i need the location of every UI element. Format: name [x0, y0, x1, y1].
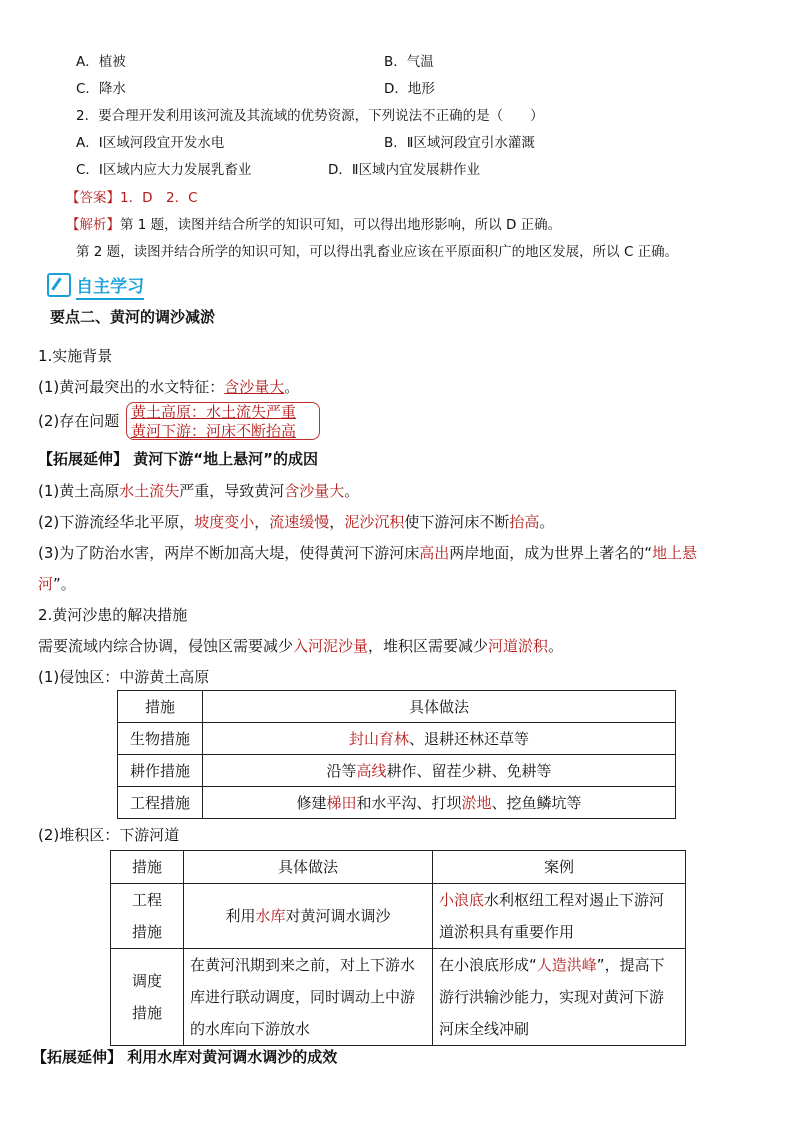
- background-p2-prefix: (2)存在问题: [38, 412, 120, 430]
- measures-title: 2.黄河沙患的解决措施: [38, 606, 188, 624]
- extend2-title: 利用水库对黄河调水调沙的成效: [127, 1048, 338, 1066]
- analysis-line-1: [66, 213, 561, 233]
- extend2-line: [32, 1046, 337, 1067]
- section-heading-text: 自主学习: [76, 277, 144, 300]
- background-p1-suffix: 。: [284, 378, 300, 396]
- q2-option-c: C．Ⅰ区域内应大力发展乳畜业: [76, 162, 252, 178]
- extend2-label: 【拓展延伸】: [32, 1048, 123, 1066]
- background-title: 1.实施背景: [38, 347, 113, 365]
- deposit-title: (2)堆积区：下游河道: [38, 826, 180, 844]
- extend1-l3: (3)为了防治水害，两岸不断加高大堤，使得黄河下游河床高出两岸地面，成为世界上著名的“地上悬: [38, 544, 698, 562]
- table-row: 工程 措施 利用水库对黄河调水调沙 小浪底水利枢纽工程对遏止下游河 道淤积具有重要作用: [111, 884, 686, 949]
- analysis-line-2: 第 2 题，读图并结合所学的知识可知，可以得出乳畜业应该在平原面积广的地区发展，所以 C 正确。: [76, 244, 679, 260]
- erosion-table: [117, 690, 676, 819]
- extend1-l2: (2)下游流经华北平原，坡度变小，流速缓慢，泥沙沉积使下游河床不断抬高。: [38, 513, 555, 531]
- table-row: 调度 措施 在黄河汛期到来之前，对上下游水 库进行联动调度，同时调动上中游 的水库向下游放水 在小浪底形成“人造洪峰”，提高下 游行洪输沙能力，实现对黄河下游 河床全线冲刷: [111, 949, 686, 1046]
- q1-option-c: C．降水: [76, 81, 126, 97]
- answer-line: [66, 186, 198, 206]
- q2-option-b: B．Ⅱ区域河段宜引水灌溉: [384, 135, 535, 151]
- answer-text: 1．D 2．C: [120, 190, 198, 206]
- table1-header-method: 具体做法: [203, 691, 676, 723]
- point-title: 要点二、黄河的调沙减淤: [50, 308, 216, 326]
- table-row: 生物措施 封山育林、退耕还林还草等: [118, 723, 676, 755]
- q1-option-d: D．地形: [384, 81, 435, 97]
- extend1-l4: 河”。: [38, 575, 76, 593]
- section-heading: [47, 272, 144, 296]
- q2-option-d: D．Ⅱ区域内宜发展耕作业: [328, 162, 481, 178]
- table-row: 耕作措施 沿等高线耕作、留茬少耕、免耕等: [118, 755, 676, 787]
- pencil-icon: [47, 273, 71, 297]
- extend1-label: 【拓展延伸】: [38, 450, 129, 468]
- analysis-text-1: 第 1 题，读图并结合所学的知识可知，可以得出地形影响，所以 D 正确。: [120, 217, 562, 233]
- extend1-line: [38, 448, 318, 469]
- background-p1-answer: 含沙量大: [224, 378, 285, 396]
- extend1-l1: (1)黄土高原水土流失严重，导致黄河含沙量大。: [38, 482, 360, 500]
- q2-stem: 2．要合理开发利用该河流及其流域的优势资源，下列说法不正确的是（ ）: [76, 108, 544, 124]
- analysis-label: 【解析】: [66, 217, 120, 233]
- table-row: 工程措施 修建梯田和水平沟、打坝淤地、挖鱼鳞坑等: [118, 787, 676, 819]
- background-p1-prefix: (1)黄河最突出的水文特征：: [38, 378, 225, 396]
- problem-b: 黄河下游：河床不断抬高: [131, 422, 297, 440]
- q1-option-b: B．气温: [384, 54, 434, 70]
- table2-header-measure: 措施: [111, 851, 184, 884]
- table1-header-measure: 措施: [118, 691, 203, 723]
- table2-header-method: 具体做法: [184, 851, 433, 884]
- measures-intro: 需要流域内综合协调，侵蚀区需要减少入河泥沙量，堆积区需要减少河道淤积。: [38, 637, 564, 655]
- q2-option-a: A．Ⅰ区域河段宜开发水电: [76, 135, 225, 151]
- table2-header-case: 案例: [433, 851, 686, 884]
- problem-a: 黄土高原：水土流失严重: [131, 403, 297, 421]
- background-p1: [38, 376, 299, 397]
- answer-label: 【答案】: [66, 190, 120, 206]
- extend1-title: 黄河下游“地上悬河”的成因: [133, 450, 318, 468]
- q1-option-a: A．植被: [76, 54, 126, 70]
- erosion-title: (1)侵蚀区：中游黄土高原: [38, 668, 210, 686]
- deposit-table: [110, 850, 686, 1046]
